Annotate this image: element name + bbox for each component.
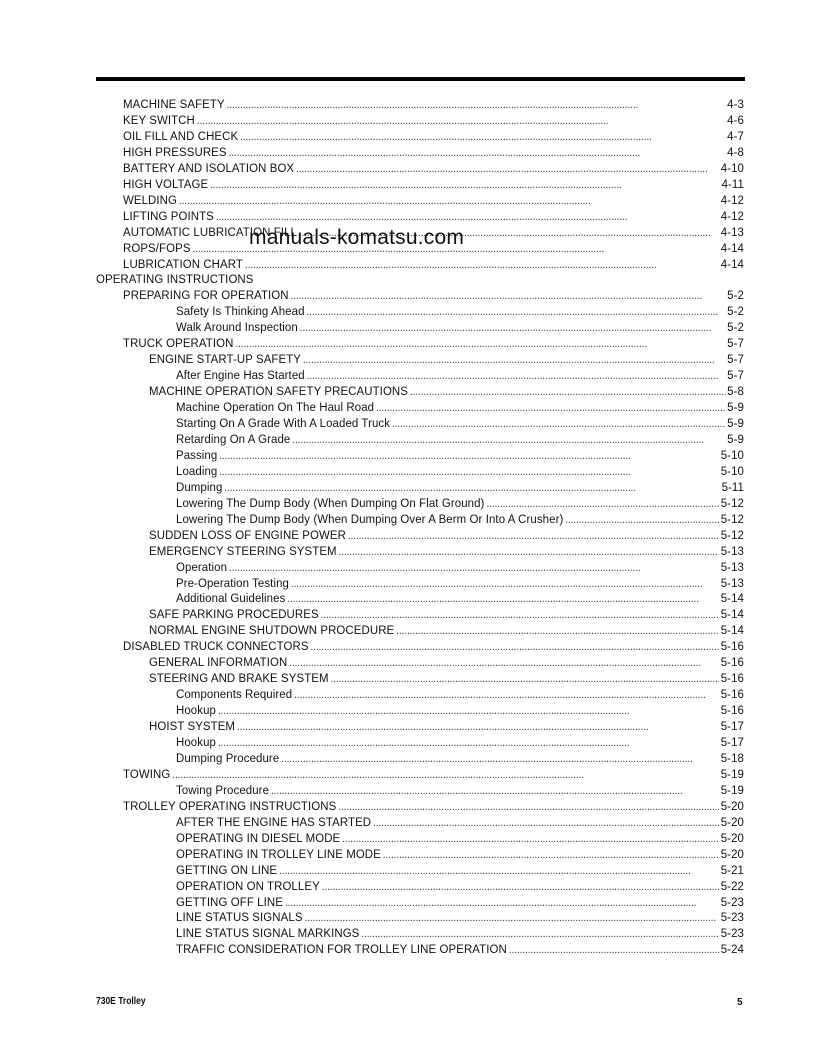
toc-entry-page: 5-13 (720, 559, 744, 574)
dot-leader (330, 670, 718, 687)
dot-leader (291, 575, 719, 592)
toc-entry[interactable] (123, 256, 744, 272)
toc-entry-page: 4-6 (727, 112, 744, 127)
toc-entry-page: 4-14 (720, 256, 744, 271)
toc-entry[interactable] (123, 287, 744, 303)
toc-entry-label: TOWING (123, 766, 171, 781)
toc-entry[interactable] (149, 670, 744, 686)
toc-entry-page: 5-12 (720, 511, 744, 526)
toc-entry-page: 5-10 (720, 463, 744, 478)
toc-entry-page: 5-17 (720, 719, 744, 734)
toc-entry[interactable] (176, 559, 744, 575)
toc-entry[interactable] (176, 734, 744, 750)
toc-entry[interactable] (149, 351, 744, 367)
toc-entry-label: WELDING (123, 192, 178, 207)
toc-entry-label: ROPS/FOPS (123, 240, 191, 255)
dot-leader (229, 559, 719, 576)
dot-leader (292, 431, 725, 448)
toc-entry-page: 5-20 (720, 846, 744, 861)
toc-entry-label: OPERATING IN TROLLEY LINE MODE (176, 846, 381, 861)
toc-entry[interactable] (176, 511, 744, 527)
toc-entry-label: Towing Procedure (176, 782, 270, 797)
toc-entry-page: 5-12 (720, 495, 744, 510)
toc-entry-page: 4-12 (720, 192, 744, 207)
toc-entry-label: AFTER THE ENGINE HAS STARTED (176, 814, 372, 829)
toc-entry-page: 5-20 (720, 798, 744, 813)
toc-entry-page: 5-14 (720, 607, 744, 622)
toc-entry-page: 5-8 (727, 384, 744, 399)
dot-leader (303, 351, 725, 368)
toc-entry-page: 5-17 (720, 735, 744, 749)
toc-entry-label: TRUCK OPERATION (123, 336, 234, 351)
dot-leader (271, 782, 719, 799)
toc-entry-label: Loading (176, 463, 218, 478)
toc-entry-label: Hookup (176, 735, 216, 749)
dot-leader (338, 798, 719, 815)
header-rule (96, 77, 745, 81)
dot-leader (306, 303, 725, 320)
toc-entry-page: 5-20 (720, 814, 744, 829)
dot-leader (219, 447, 719, 464)
toc-entry-page: 5-7 (727, 352, 744, 367)
dot-leader (373, 814, 719, 831)
toc-entry-page: 4-10 (720, 160, 744, 175)
toc-entry-label: TRAFFIC CONSIDERATION FOR TROLLEY LINE OPERATION (176, 942, 507, 957)
toc-entry[interactable] (123, 335, 744, 351)
toc-entry[interactable] (149, 718, 744, 734)
toc-entry-label: Starting On A Grade With A Loaded Truck (176, 416, 391, 430)
toc-entry[interactable] (149, 527, 744, 543)
toc-entry-label: LINE STATUS SIGNAL MARKINGS (176, 926, 360, 941)
toc-entry-label: Lowering The Dump Body (When Dumping Over A Berm Or Into A Crusher) (176, 511, 564, 526)
dot-leader (339, 543, 719, 560)
toc-entry-label: MACHINE SAFETY (123, 97, 225, 111)
toc-entry[interactable] (123, 128, 744, 144)
dot-leader (224, 479, 719, 496)
toc-entry-page: 4-11 (721, 176, 744, 191)
dot-leader (307, 367, 726, 384)
dot-leader (376, 399, 725, 416)
toc-entry-label: GETTING OFF LINE (176, 894, 283, 909)
dot-leader (245, 256, 719, 273)
dot-leader (300, 319, 726, 336)
toc-entry[interactable] (176, 830, 744, 846)
toc-entry-page: 5-12 (720, 527, 744, 542)
toc-entry-page: 5-21 (720, 862, 744, 877)
toc-entry-label: OIL FILL AND CHECK (123, 128, 239, 143)
toc-entry-page: 5-14 (720, 591, 744, 606)
toc-entry-label: LIFTING POINTS (123, 208, 214, 223)
toc-entry-page: 5-20 (720, 830, 744, 845)
toc-entry[interactable] (176, 814, 744, 830)
toc-entry[interactable] (176, 575, 744, 591)
toc-entry[interactable] (149, 606, 744, 622)
toc-entry-page: 5-24 (720, 942, 744, 957)
toc-entry[interactable] (176, 463, 744, 479)
toc-entry-label: KEY SWITCH (123, 112, 195, 127)
toc-entry[interactable] (176, 846, 744, 862)
toc-entry-label: NORMAL ENGINE SHUTDOWN PROCEDURE (149, 623, 395, 638)
toc-entry-label: OPERATING IN DIESEL MODE (176, 830, 341, 845)
dot-leader (227, 96, 726, 113)
dot-leader (228, 144, 725, 161)
dot-leader (281, 750, 719, 767)
toc-entry[interactable] (123, 176, 744, 192)
toc-entry[interactable] (123, 112, 744, 128)
toc-entry-label: Passing (176, 447, 218, 462)
toc-entry-label: LUBRICATION CHART (123, 256, 243, 271)
dot-leader (218, 702, 719, 719)
toc-entry-label: HOIST SYSTEM (149, 719, 236, 734)
toc-entry-label: Additional Guidelines (176, 591, 286, 606)
toc-entry-page: 5-10 (720, 447, 744, 462)
toc-entry[interactable] (176, 319, 744, 335)
toc-entry-label: EMERGENCY STEERING SYSTEM (149, 543, 337, 558)
toc-entry[interactable] (123, 638, 744, 654)
toc-entry[interactable] (176, 495, 744, 511)
dot-leader (287, 590, 719, 607)
toc-entry-label: Dumping (176, 479, 223, 494)
toc-entry-page: 5-23 (720, 926, 744, 941)
toc-entry-page: 5-19 (720, 766, 744, 781)
toc-entry-label: Lowering The Dump Body (When Dumping On Flat Ground) (176, 495, 485, 510)
footer-title: 730E Trolley (96, 996, 146, 1007)
toc-entry[interactable] (176, 447, 744, 463)
dot-leader (304, 909, 718, 926)
toc-entry-page: 4-14 (720, 240, 744, 255)
toc-entry-label: GETTING ON LINE (176, 862, 278, 877)
dot-leader (361, 925, 719, 942)
dot-leader (218, 734, 719, 751)
toc-entry-page: 5-23 (720, 894, 744, 909)
toc-entry-page: 5-18 (720, 750, 744, 765)
toc-entry-page: 5-2 (727, 304, 744, 319)
toc-entry-page: 5-11 (721, 479, 744, 494)
dot-leader (321, 606, 719, 623)
toc-entry[interactable] (123, 96, 744, 112)
toc-entry-label: GENERAL INFORMATION (149, 655, 288, 670)
toc-entry[interactable] (149, 622, 744, 638)
dot-leader (235, 335, 725, 352)
dot-leader (219, 463, 719, 480)
dot-leader (383, 846, 719, 863)
toc-entry[interactable] (123, 798, 744, 814)
toc-entry-page: 5-16 (720, 687, 744, 702)
toc-entry[interactable] (176, 750, 744, 766)
toc-entry-page: 4-7 (727, 128, 744, 143)
toc-entry-label: After Engine Has Started (176, 368, 305, 383)
toc-entry[interactable] (176, 590, 744, 606)
toc-entry-page: 5-7 (727, 336, 744, 351)
watermark: manuals-komatsu.com (249, 226, 465, 249)
toc-entry[interactable] (176, 878, 744, 894)
toc-entry[interactable] (176, 303, 744, 319)
toc-entry-label: SAFE PARKING PROCEDURES (149, 607, 319, 622)
toc-entry-page: 5-22 (720, 878, 744, 893)
toc-entry[interactable] (176, 862, 744, 878)
toc-entry-page: 5-19 (720, 782, 744, 797)
toc-entry-page: 5-13 (720, 543, 744, 558)
dot-leader (310, 638, 718, 655)
toc-entry-label: Pre-Operation Testing (176, 575, 289, 590)
toc-entry[interactable] (176, 894, 744, 910)
toc-entry-page: 5-16 (720, 639, 744, 654)
dot-leader (172, 766, 719, 783)
toc-entry-label: STEERING AND BRAKE SYSTEM (149, 671, 329, 686)
toc-entry-label: DISABLED TRUCK CONNECTORS (123, 639, 309, 654)
dot-leader (342, 830, 719, 847)
toc-entry-page: 5-23 (720, 910, 744, 925)
toc-entry[interactable] (176, 782, 744, 798)
toc-entry[interactable] (123, 144, 744, 160)
toc-entry-page: 5-9 (727, 431, 744, 446)
toc-entry-page: 5-2 (727, 320, 744, 335)
toc-entry[interactable] (176, 941, 744, 957)
toc-entry-label: Walk Around Inspection (176, 320, 298, 335)
toc-entry-label: Components Required (176, 687, 293, 702)
dot-leader (240, 128, 725, 145)
toc-entry-label: LINE STATUS SIGNALS (176, 910, 303, 925)
toc-entry-page: 4-3 (727, 97, 744, 111)
footer-page-number: 5 (737, 997, 743, 1008)
toc-entry-label: MACHINE OPERATION SAFETY PRECAUTIONS (149, 384, 409, 399)
toc-entry-label: AUTOMATIC LUBRICATION FILL (123, 224, 297, 239)
toc-entry-label: Dumping Procedure (176, 750, 280, 765)
dot-leader (296, 160, 719, 177)
toc-entry-label: BATTERY AND ISOLATION BOX (123, 160, 295, 175)
toc-entry-page: 5-13 (720, 575, 744, 590)
dot-leader (197, 112, 726, 129)
toc-entry[interactable] (176, 367, 744, 383)
dot-leader (291, 287, 726, 304)
toc-entry-page: 5-9 (727, 416, 744, 430)
toc-entry-label: TROLLEY OPERATING INSTRUCTIONS (123, 798, 337, 813)
toc-entry-label: Retarding On A Grade (176, 431, 291, 446)
toc-entry[interactable] (176, 909, 744, 925)
toc-entry-page: 4-8 (727, 144, 744, 159)
toc-entry[interactable] (176, 415, 744, 431)
toc-entry-label: HIGH VOLTAGE (123, 176, 209, 191)
dot-leader (285, 894, 719, 911)
toc-entry-page: 5-9 (727, 400, 744, 415)
toc-entry-label: Safety Is Thinking Ahead (176, 304, 305, 319)
toc-entry[interactable] (123, 192, 744, 208)
toc-entry-label: Operation (176, 559, 228, 574)
dot-leader (289, 654, 719, 671)
toc-entry-page: 5-16 (720, 671, 744, 686)
dot-leader (486, 495, 719, 512)
toc-entry[interactable] (149, 543, 744, 559)
toc-entry[interactable] (176, 479, 744, 495)
toc-entry-label: Machine Operation On The Haul Road (176, 400, 375, 415)
toc-section-heading[interactable] (96, 271, 744, 287)
dot-leader (210, 176, 720, 193)
dot-leader (396, 622, 719, 639)
toc-entry-page: 5-2 (727, 288, 744, 303)
toc-entry-page: 5-7 (727, 368, 744, 383)
dot-leader (294, 686, 719, 703)
dot-leader (179, 192, 719, 209)
toc-entry[interactable] (176, 925, 744, 941)
toc-entry-label: SUDDEN LOSS OF ENGINE POWER (149, 527, 346, 542)
toc-entry[interactable] (176, 702, 744, 718)
toc-entry-page: 5-16 (720, 703, 744, 718)
toc-entry-label: OPERATING INSTRUCTIONS (96, 272, 254, 287)
toc-entry-label: HIGH PRESSURES (123, 144, 227, 159)
toc-entry[interactable] (176, 686, 744, 702)
dot-leader (322, 878, 719, 895)
dot-leader (348, 527, 719, 544)
toc-entry[interactable] (123, 160, 744, 176)
toc-entry[interactable] (149, 654, 744, 670)
dot-leader (216, 208, 719, 225)
toc-entry-page: 5-14 (720, 623, 744, 638)
toc-entry[interactable] (176, 431, 744, 447)
toc-entry-page: 5-16 (720, 655, 744, 670)
toc-entry[interactable] (123, 766, 744, 782)
dot-leader (237, 718, 719, 735)
toc-entry-label: OPERATION ON TROLLEY (176, 878, 320, 893)
toc-entry[interactable] (123, 208, 744, 224)
toc-entry-label: ENGINE START-UP SAFETY (149, 352, 302, 367)
toc-entry[interactable] (176, 399, 744, 415)
dot-leader (565, 511, 719, 528)
dot-leader (279, 862, 719, 879)
toc-entry-page: 4-12 (720, 208, 744, 223)
dot-leader (509, 941, 719, 958)
dot-leader (410, 383, 725, 400)
dot-leader (392, 415, 725, 432)
toc-entry-label: PREPARING FOR OPERATION (123, 288, 289, 303)
toc-entry[interactable] (149, 383, 744, 399)
toc-entry-label: Hookup (176, 703, 216, 718)
toc-entry-page: 4-13 (720, 224, 744, 239)
